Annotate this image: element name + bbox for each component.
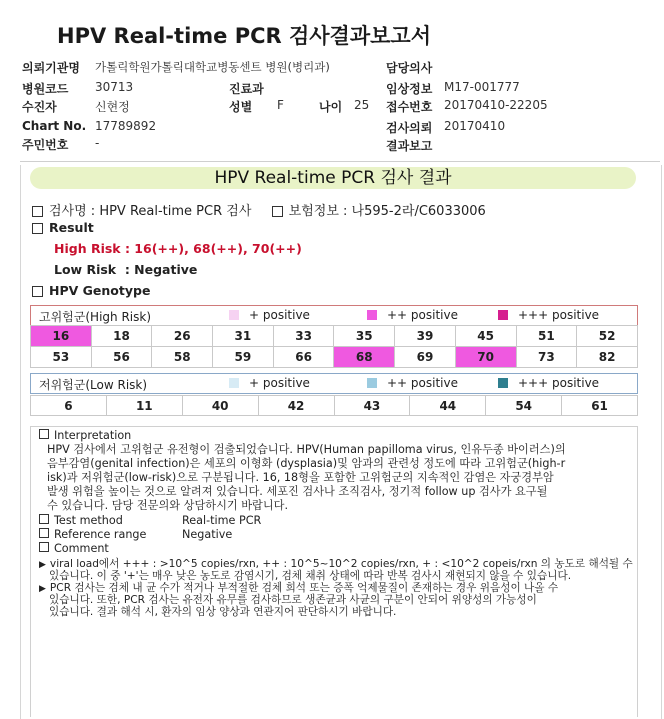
age-label: 나이 <box>319 100 343 114</box>
genotype-cell: 53 <box>31 347 92 368</box>
square-bullet-icon <box>32 286 43 297</box>
plus-plus-legend-label: ++ positive <box>387 376 458 390</box>
reference-range-value: Negative <box>182 528 233 541</box>
genotype-cell: 69 <box>395 347 456 368</box>
interpretation-line: HPV 검사에서 고위험군 유전형이 검출되었습니다. HPV(Human papilloma virus, 인유두종 바이러스)의 <box>47 443 566 456</box>
low-risk-group-label: 저위험군(Low Risk) <box>39 378 148 392</box>
genotype-cell: 58 <box>152 347 213 368</box>
genotype-cell: 45 <box>455 326 516 347</box>
plus-plus-plus-legend-label: +++ positive <box>518 308 600 322</box>
genotype-cell: 35 <box>334 326 395 347</box>
result-banner: HPV Real-time PCR 검사 결과 <box>30 167 636 189</box>
patient-label: 수진자 <box>22 100 57 114</box>
plus-plus-legend-swatch <box>367 310 377 320</box>
high-risk-group-header <box>30 305 638 326</box>
sex-value: F <box>277 98 284 112</box>
genotype-cell: 18 <box>91 326 152 347</box>
result-heading: Result <box>32 220 94 235</box>
header-divider <box>20 161 660 162</box>
genotype-cell: 42 <box>258 396 334 416</box>
comment-line: ▶ PCR 검사는 검체 내 균 수가 적거나 부적절한 검체 희석 또는 증폭 억제물질이 존재하는 경우 위음성이 나올 수 <box>39 582 559 594</box>
hospital-code-label: 병원코드 <box>22 82 69 96</box>
patient-value: 신현정 <box>95 100 130 114</box>
test-method-value: Real-time PCR <box>182 514 262 527</box>
genotype-cell: 11 <box>106 396 182 416</box>
genotype-heading: HPV Genotype <box>32 283 150 298</box>
comment-heading: Comment <box>39 542 109 556</box>
square-bullet-icon <box>32 206 43 217</box>
square-bullet-icon <box>32 223 43 234</box>
plus-legend-label: + positive <box>249 376 310 390</box>
plus-legend-label: + positive <box>249 308 310 322</box>
plus-plus-plus-legend-label: +++ positive <box>518 376 600 390</box>
test-name: 검사명 : HPV Real-time PCR 검사 <box>49 204 252 219</box>
sex-label: 성별 <box>229 100 253 114</box>
interpretation-line: 음부감염(genital infection)은 세포의 이형화 (dysplasia)및 암과의 관련성 정도에 따라 고위험군(high-r <box>47 457 566 470</box>
genotype-cell: 33 <box>273 326 334 347</box>
genotype-cell: 6 <box>31 396 107 416</box>
genotype-cell: 68 <box>334 347 395 368</box>
interpretation-line: 발생 위험을 높이는 것으로 알려져 있습니다. 세포진 검사나 조직검사, 정기적 follow up 검사가 요구될 <box>47 485 548 498</box>
hospital-code-value: 30713 <box>95 80 134 94</box>
low-risk-result: Low Risk : Negative <box>54 262 198 277</box>
genotype-cell: 39 <box>395 326 456 347</box>
triangle-bullet-icon: ▶ <box>39 584 46 594</box>
interpretation-line: isk)과 저위험군(low-risk)으로 구분됩니다. 16, 18형을 포함한 고위험군의 지속적인 감염은 자궁경부암 <box>47 471 554 484</box>
square-bullet-icon <box>39 429 49 439</box>
clinical-info-label: 임상정보 <box>386 82 433 96</box>
genotype-cell: 56 <box>91 347 152 368</box>
genotype-cell: 73 <box>516 347 577 368</box>
genotype-cell: 82 <box>577 347 638 368</box>
genotype-cell: 52 <box>577 326 638 347</box>
plus-legend-swatch <box>229 378 239 388</box>
high-risk-group-label: 고위험군(High Risk) <box>39 310 151 324</box>
low-risk-group-header <box>30 373 638 394</box>
genotype-cell: 54 <box>486 396 562 416</box>
client-value: 가톨릭학원가톨릭대학교병동센트 병원(병리과) <box>95 60 330 74</box>
low-risk-genotype-table <box>30 395 638 416</box>
receipt-no-value: 20170410-22205 <box>444 98 548 112</box>
genotype-cell: 43 <box>334 396 410 416</box>
age-value: 25 <box>354 98 370 112</box>
comment-line: 있습니다. 이 중 '+'는 매우 낮은 농도로 감염시기, 검체 채취 상태에 따라 반복 검사시 재현되지 않을 수 있습니다. <box>49 570 572 582</box>
comment-line: 있습니다. 결과 해석 시, 환자의 임상 양상과 연관지어 판단하시기 바랍니다. <box>49 606 397 618</box>
square-bullet-icon <box>272 206 283 217</box>
report-date-label: 결과보고 <box>386 139 433 153</box>
chart-no-value: 17789892 <box>95 119 157 133</box>
interpretation-heading: Interpretation <box>39 429 131 443</box>
square-bullet-icon <box>39 528 49 538</box>
genotype-cell: 31 <box>213 326 274 347</box>
genotype-row <box>31 396 638 416</box>
reference-range-label: Reference range <box>39 528 146 542</box>
square-bullet-icon <box>39 514 49 524</box>
comment-line: 있습니다. 또한, PCR 검사는 유전자 유무를 검사하므로 생존균과 사균의 구분이 안되어 위양성의 가능성이 <box>49 594 537 606</box>
chart-no-label: Chart No. <box>22 119 87 133</box>
comment-line: ▶ viral load에서 +++ : >10^5 copies/rxn, ++ : 10^5~10^2 copies/rxn, + : <10^2 copeis/rxn 의 농도로 해석될 수 <box>39 558 633 570</box>
id-number-label: 주민번호 <box>22 138 69 152</box>
high-risk-genotype-table <box>30 325 638 368</box>
insurance-info: 보험정보 : 나595-2라/C6033006 <box>288 204 486 219</box>
request-date-label: 검사의뢰 <box>386 121 433 135</box>
genotype-cell: 40 <box>182 396 258 416</box>
triangle-bullet-icon: ▶ <box>39 560 46 570</box>
test-info-line <box>32 200 486 219</box>
plus-legend-swatch <box>229 310 239 320</box>
report-title: HPV Real-time PCR 검사결과보고서 <box>57 24 431 48</box>
square-bullet-icon <box>39 542 49 552</box>
client-label: 의뢰기관명 <box>22 61 80 75</box>
genotype-cell: 59 <box>213 347 274 368</box>
genotype-cell: 66 <box>273 347 334 368</box>
interpretation-line: 수 있습니다. 담당 전문의와 상담하시기 바랍니다. <box>47 499 289 512</box>
genotype-cell: 70 <box>455 347 516 368</box>
plus-plus-legend-label: ++ positive <box>387 308 458 322</box>
plus-plus-legend-swatch <box>367 378 377 388</box>
high-risk-result: High Risk : 16(++), 68(++), 70(++) <box>54 241 302 256</box>
plus-plus-plus-legend-swatch <box>498 310 508 320</box>
genotype-cell: 51 <box>516 326 577 347</box>
genotype-cell: 26 <box>152 326 213 347</box>
doctor-label: 담당의사 <box>386 61 433 75</box>
genotype-cell: 16 <box>31 326 92 347</box>
genotype-cell: 44 <box>410 396 486 416</box>
id-number-value: - <box>95 136 100 150</box>
request-date-value: 20170410 <box>444 119 506 133</box>
dept-label: 진료과 <box>229 82 264 96</box>
receipt-no-label: 접수번호 <box>386 100 433 114</box>
plus-plus-plus-legend-swatch <box>498 378 508 388</box>
interpretation-box <box>30 426 638 717</box>
genotype-cell: 61 <box>562 396 638 416</box>
genotype-row <box>31 347 638 368</box>
clinical-info-value: M17-001777 <box>444 80 520 94</box>
test-method-label: Test method <box>39 514 123 528</box>
genotype-row <box>31 326 638 347</box>
